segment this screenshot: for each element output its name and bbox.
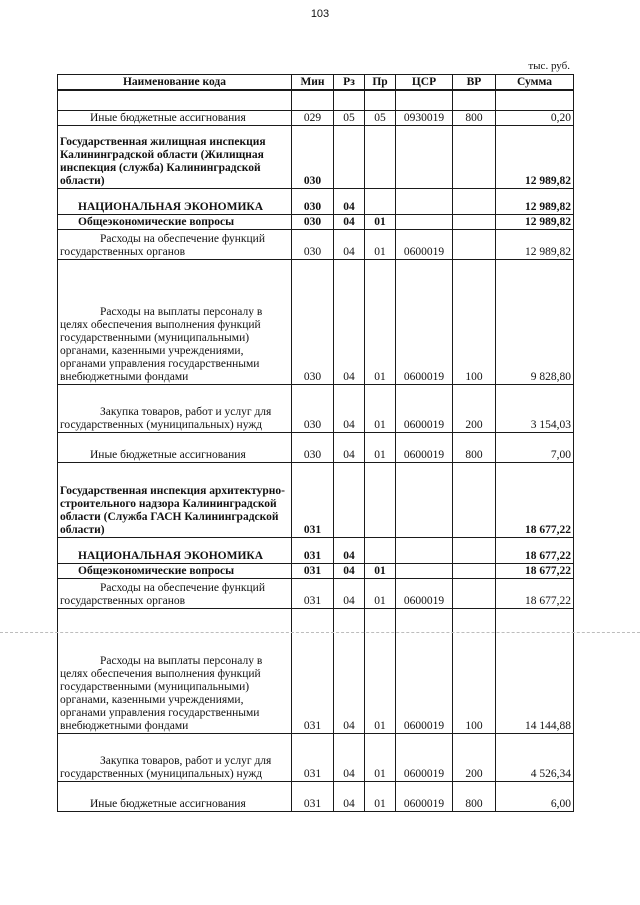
table-row bbox=[58, 125, 574, 188]
cell-rz: 04 bbox=[334, 563, 365, 578]
cell-name: Закупка товаров, работ и услуг для государственных (муниципальных) нужд bbox=[58, 384, 292, 432]
table-row bbox=[58, 259, 574, 384]
table-row bbox=[58, 229, 574, 259]
header-min: Мин bbox=[292, 75, 334, 91]
cell-rz: 04 bbox=[334, 608, 365, 733]
cell-vr: 200 bbox=[453, 384, 496, 432]
cell-pr: 01 bbox=[365, 432, 396, 462]
cell-min: 030 bbox=[292, 432, 334, 462]
cell-csr: 0600019 bbox=[396, 259, 453, 384]
cell-vr bbox=[453, 563, 496, 578]
cell-vr: 800 bbox=[453, 110, 496, 125]
cell-rz bbox=[334, 90, 365, 110]
cell-min: 030 bbox=[292, 229, 334, 259]
cell-vr: 100 bbox=[453, 608, 496, 733]
cell-csr bbox=[396, 537, 453, 563]
table-row bbox=[58, 608, 574, 733]
cell-name bbox=[58, 90, 292, 110]
cell-sum: 18 677,22 bbox=[496, 578, 574, 608]
cell-min: 030 bbox=[292, 125, 334, 188]
cell-sum: 9 828,80 bbox=[496, 259, 574, 384]
cell-pr: 01 bbox=[365, 384, 396, 432]
cell-name: Расходы на выплаты персоналу в целях обеспечения выполнения функций государственными (муниципальными) органами, казенными учреждениями, органами управления государственными внебюджетными фондами bbox=[58, 259, 292, 384]
table-row bbox=[58, 563, 574, 578]
cell-name: Иные бюджетные ассигнования bbox=[58, 110, 292, 125]
cell-vr bbox=[453, 537, 496, 563]
cell-sum: 18 677,22 bbox=[496, 563, 574, 578]
cell-pr: 01 bbox=[365, 733, 396, 781]
cell-min: 030 bbox=[292, 188, 334, 214]
header-csr: ЦСР bbox=[396, 75, 453, 91]
header-vr: ВР bbox=[453, 75, 496, 91]
cell-pr bbox=[365, 90, 396, 110]
cell-vr bbox=[453, 125, 496, 188]
cell-csr bbox=[396, 214, 453, 229]
cell-sum: 12 989,82 bbox=[496, 188, 574, 214]
cell-name: Государственная жилищная инспекция Калининградской области (Жилищная инспекция (служба) Калининградской области) bbox=[58, 125, 292, 188]
cell-min: 029 bbox=[292, 110, 334, 125]
cell-pr: 01 bbox=[365, 608, 396, 733]
cell-pr: 01 bbox=[365, 259, 396, 384]
header-name: Наименование кода bbox=[58, 75, 292, 91]
cell-name: Общеэкономические вопросы bbox=[58, 214, 292, 229]
cell-rz: 04 bbox=[334, 229, 365, 259]
cell-csr bbox=[396, 188, 453, 214]
table-row bbox=[58, 90, 574, 110]
cell-sum: 7,00 bbox=[496, 432, 574, 462]
cell-name: Закупка товаров, работ и услуг для государственных (муниципальных) нужд bbox=[58, 733, 292, 781]
cell-min: 031 bbox=[292, 563, 334, 578]
cell-vr bbox=[453, 90, 496, 110]
table-row bbox=[58, 462, 574, 537]
units-label: тыс. руб. bbox=[528, 60, 570, 72]
cell-vr: 800 bbox=[453, 432, 496, 462]
table-row bbox=[58, 733, 574, 781]
cell-min: 031 bbox=[292, 462, 334, 537]
cell-csr: 0600019 bbox=[396, 608, 453, 733]
cell-name: НАЦИОНАЛЬНАЯ ЭКОНОМИКА bbox=[58, 188, 292, 214]
cell-min: 030 bbox=[292, 214, 334, 229]
cell-csr: 0600019 bbox=[396, 384, 453, 432]
cell-pr: 01 bbox=[365, 578, 396, 608]
table-row bbox=[58, 781, 574, 811]
cell-csr bbox=[396, 90, 453, 110]
cell-csr: 0600019 bbox=[396, 781, 453, 811]
cell-vr: 100 bbox=[453, 259, 496, 384]
cell-sum: 3 154,03 bbox=[496, 384, 574, 432]
table-row bbox=[58, 432, 574, 462]
cell-sum: 0,20 bbox=[496, 110, 574, 125]
cell-min: 031 bbox=[292, 578, 334, 608]
cell-vr: 200 bbox=[453, 733, 496, 781]
cell-sum bbox=[496, 90, 574, 110]
cell-csr: 0600019 bbox=[396, 733, 453, 781]
cell-csr bbox=[396, 462, 453, 537]
cell-min: 030 bbox=[292, 259, 334, 384]
cell-sum: 18 677,22 bbox=[496, 462, 574, 537]
budget-table bbox=[57, 74, 574, 812]
cell-vr bbox=[453, 214, 496, 229]
cell-name: НАЦИОНАЛЬНАЯ ЭКОНОМИКА bbox=[58, 537, 292, 563]
cell-pr: 01 bbox=[365, 781, 396, 811]
cell-pr bbox=[365, 188, 396, 214]
cell-rz: 04 bbox=[334, 214, 365, 229]
cell-pr: 01 bbox=[365, 229, 396, 259]
cell-rz bbox=[334, 125, 365, 188]
cell-csr: 0600019 bbox=[396, 229, 453, 259]
cell-rz: 04 bbox=[334, 432, 365, 462]
table-row bbox=[58, 384, 574, 432]
cell-name: Иные бюджетные ассигнования bbox=[58, 432, 292, 462]
cell-rz: 05 bbox=[334, 110, 365, 125]
cell-rz: 04 bbox=[334, 259, 365, 384]
table-row bbox=[58, 537, 574, 563]
cell-min: 031 bbox=[292, 537, 334, 563]
cell-name: Расходы на выплаты персоналу в целях обеспечения выполнения функций государственными (муниципальными) органами, казенными учреждениями, органами управления государственными внебюджетными фондами bbox=[58, 608, 292, 733]
cell-sum: 12 989,82 bbox=[496, 214, 574, 229]
cell-min: 030 bbox=[292, 384, 334, 432]
cell-csr bbox=[396, 563, 453, 578]
cell-rz: 04 bbox=[334, 384, 365, 432]
cell-sum: 6,00 bbox=[496, 781, 574, 811]
cell-vr bbox=[453, 578, 496, 608]
cell-csr: 0600019 bbox=[396, 578, 453, 608]
cell-csr bbox=[396, 125, 453, 188]
cell-pr bbox=[365, 462, 396, 537]
header-rz: Рз bbox=[334, 75, 365, 91]
table-row bbox=[58, 214, 574, 229]
cell-pr bbox=[365, 537, 396, 563]
cell-name: Расходы на обеспечение функций государственных органов bbox=[58, 578, 292, 608]
cell-min: 031 bbox=[292, 733, 334, 781]
cell-name: Расходы на обеспечение функций государственных органов bbox=[58, 229, 292, 259]
cell-sum: 18 677,22 bbox=[496, 537, 574, 563]
cell-csr: 0930019 bbox=[396, 110, 453, 125]
cell-min: 031 bbox=[292, 608, 334, 733]
table-row bbox=[58, 188, 574, 214]
cell-rz: 04 bbox=[334, 537, 365, 563]
cell-rz: 04 bbox=[334, 188, 365, 214]
cell-vr bbox=[453, 462, 496, 537]
scan-fold-line bbox=[0, 632, 640, 633]
cell-sum: 4 526,34 bbox=[496, 733, 574, 781]
cell-pr: 05 bbox=[365, 110, 396, 125]
cell-csr: 0600019 bbox=[396, 432, 453, 462]
cell-min bbox=[292, 90, 334, 110]
cell-sum: 12 989,82 bbox=[496, 125, 574, 188]
page-number: 103 bbox=[310, 8, 330, 20]
cell-name: Общеэкономические вопросы bbox=[58, 563, 292, 578]
cell-name: Иные бюджетные ассигнования bbox=[58, 781, 292, 811]
header-pr: Пр bbox=[365, 75, 396, 91]
cell-rz: 04 bbox=[334, 733, 365, 781]
table-row bbox=[58, 110, 574, 125]
cell-vr bbox=[453, 188, 496, 214]
cell-rz: 04 bbox=[334, 578, 365, 608]
cell-rz: 04 bbox=[334, 781, 365, 811]
cell-sum: 14 144,88 bbox=[496, 608, 574, 733]
table-header-row bbox=[58, 75, 574, 91]
cell-min: 031 bbox=[292, 781, 334, 811]
cell-name: Государственная инспекция архитектурно-строительного надзора Калининградской области (Служба ГАСН Калининградской области) bbox=[58, 462, 292, 537]
cell-pr: 01 bbox=[365, 214, 396, 229]
table-row bbox=[58, 578, 574, 608]
cell-vr bbox=[453, 229, 496, 259]
header-sum: Сумма bbox=[496, 75, 574, 91]
cell-pr: 01 bbox=[365, 563, 396, 578]
cell-pr bbox=[365, 125, 396, 188]
cell-sum: 12 989,82 bbox=[496, 229, 574, 259]
cell-rz bbox=[334, 462, 365, 537]
cell-vr: 800 bbox=[453, 781, 496, 811]
